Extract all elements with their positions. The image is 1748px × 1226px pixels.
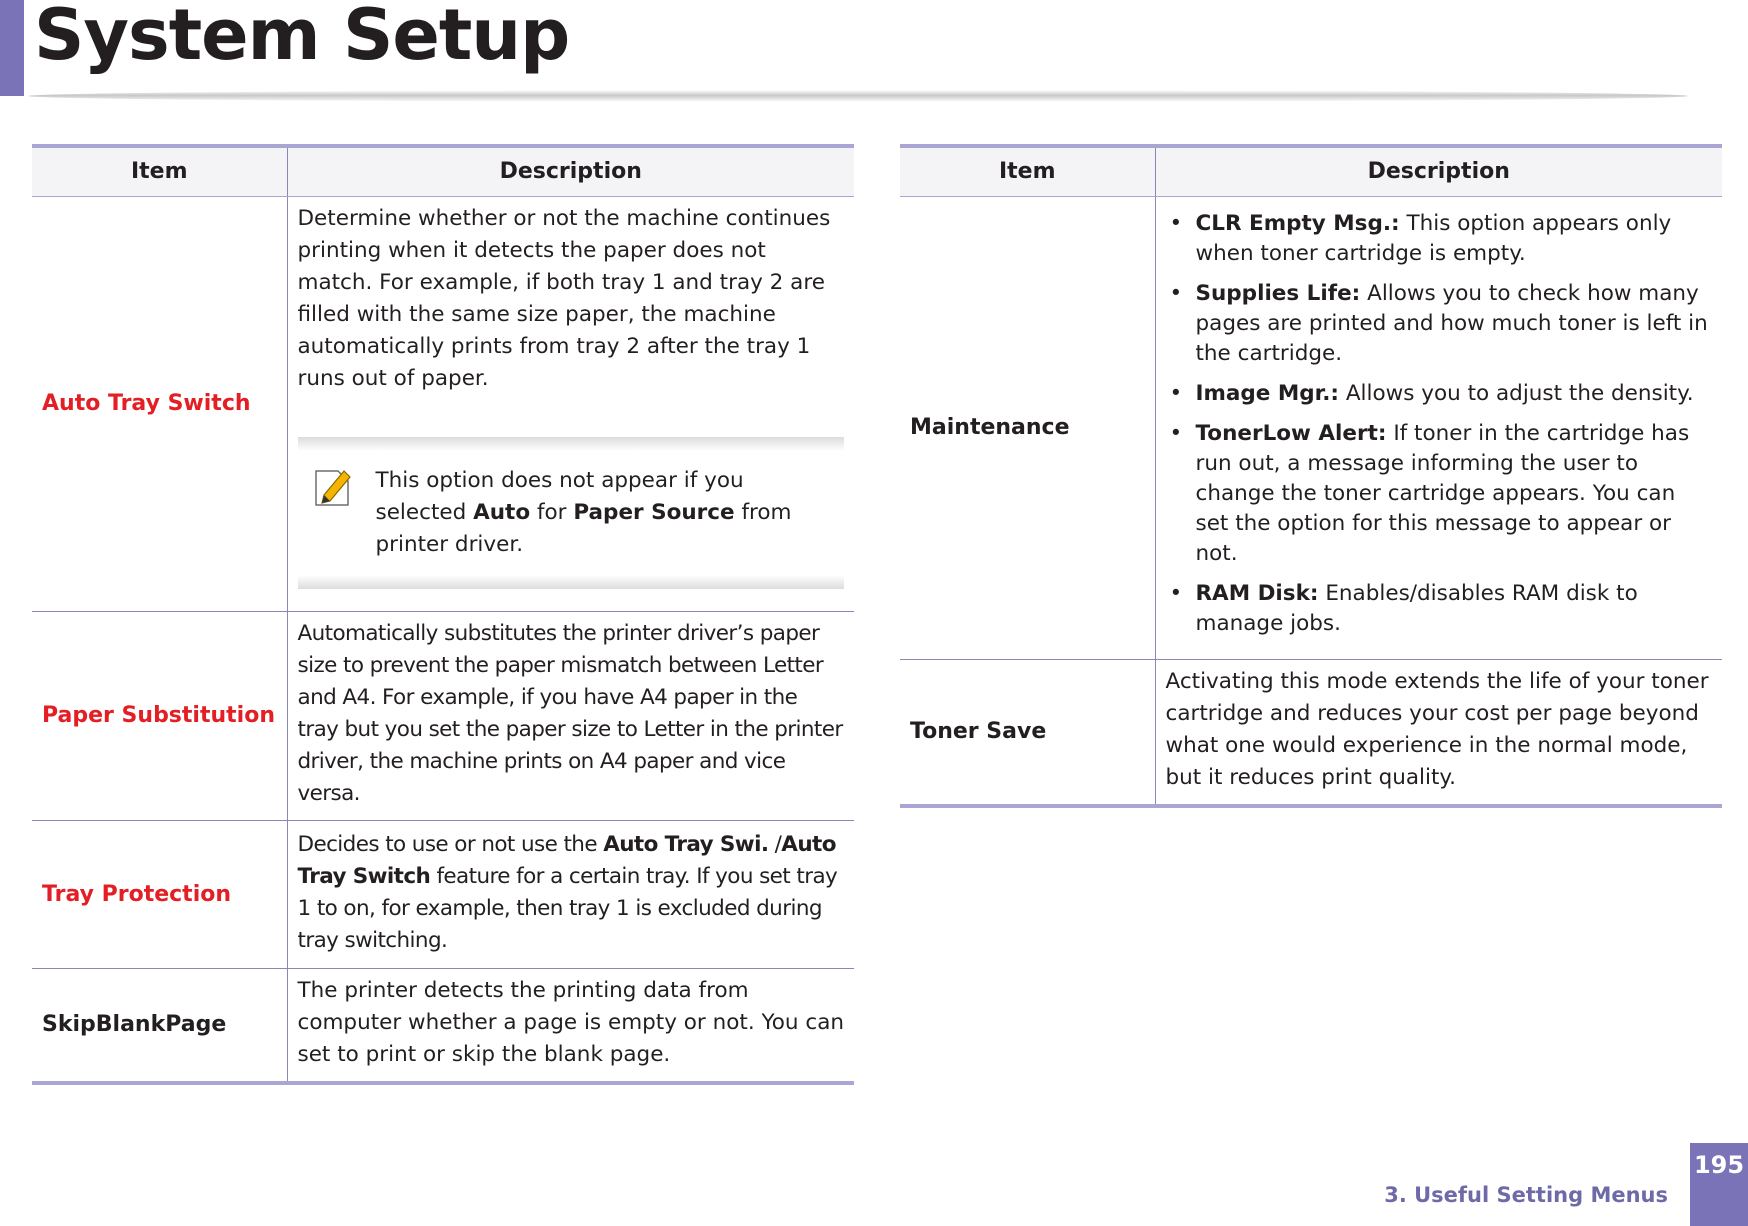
option-label: TonerLow Alert: (1195, 421, 1387, 446)
option-label: CLR Empty Msg.: (1195, 211, 1400, 236)
table-row (32, 612, 854, 821)
option-label: Supplies Life: (1195, 281, 1361, 306)
bold-auto-tray-swi: Auto Tray Swi. (603, 831, 769, 857)
page-title: System Setup (34, 0, 570, 76)
description-cell (1155, 660, 1722, 807)
page-number-badge: 195 (1690, 1143, 1748, 1226)
description-text: Activating this mode extends the life of your toner cartridge and reduces your cost per page beyond what one would experience in the normal mode, but it reduces print quality. (1165, 669, 1709, 790)
list-item (1166, 419, 1713, 569)
option-label: Image Mgr.: (1195, 381, 1339, 406)
column-header-description: Description (1155, 146, 1722, 197)
description-text-end: feature for a certain tray. If you set tray 1 to on, for example, then tray 1 is excluded during tray switching. (297, 863, 838, 953)
note-bold-auto: Auto (473, 500, 531, 525)
item-skip-blank-page: SkipBlankPage (32, 969, 287, 1084)
table-row (900, 197, 1722, 660)
list-item (1166, 579, 1713, 639)
description-text: Determine whether or not the machine continues printing when it detects the paper does not match. For example, if both tray 1 and tray 2 are filled with the same size paper, the machine automatically prints from tray 2 after the tray 1 runs out of paper. (297, 206, 831, 391)
maintenance-options-list (1166, 203, 1713, 639)
description-text: The printer detects the printing data from computer whether a page is empty or not. You can set to print or skip the blank page. (297, 978, 844, 1067)
description-text (298, 829, 845, 957)
description-cell (287, 969, 854, 1084)
pencil-note-icon (312, 465, 356, 509)
item-tray-protection: Tray Protection (32, 821, 287, 969)
option-text: Enables/disables RAM disk to manage jobs. (1195, 581, 1638, 636)
description-cell (287, 197, 854, 612)
item-maintenance: Maintenance (900, 197, 1155, 660)
item-paper-substitution: Paper Substitution (32, 612, 287, 821)
description-text-start: Decides to use or not use the (297, 831, 597, 857)
option-text: This option appears only when toner cartridge is empty. (1195, 211, 1672, 266)
option-text: If toner in the cartridge has run out, a message informing the user to change the toner cartridge appears. You can set the option for this message to appear or not. (1195, 421, 1690, 566)
note-bold-paper-source: Paper Source (573, 500, 735, 525)
title-accent-bar (0, 0, 24, 96)
option-text: Allows you to adjust the density. (1345, 381, 1694, 406)
description-cell (1155, 197, 1722, 660)
description-cell (287, 612, 854, 821)
description-cell (287, 821, 854, 969)
note-text-for: for (536, 500, 567, 525)
table-row (32, 197, 854, 612)
left-settings-table (32, 144, 854, 1085)
list-item (1166, 279, 1713, 369)
note-box (298, 437, 845, 589)
item-auto-tray-switch: Auto Tray Switch (32, 197, 287, 612)
footer-section-title: 3. Useful Setting Menus (1384, 1183, 1668, 1207)
table-row (32, 821, 854, 969)
column-header-item: Item (900, 146, 1155, 197)
description-text: Automatically substitutes the printer driver’s paper size to prevent the paper mismatch between Letter and A4. For example, if you have A4 paper in the tray but you set the paper size to Letter in the printer driver, the machine prints on A4 paper and vice versa. (297, 621, 843, 806)
option-text: Allows you to check how many pages are printed and how much toner is left in the cartridge. (1195, 281, 1708, 366)
table-header-row (900, 146, 1722, 197)
list-item (1166, 209, 1713, 269)
right-settings-table (900, 144, 1722, 808)
column-header-item: Item (32, 146, 287, 197)
bold-auto-tray-switch: Auto Tray Switch (297, 831, 836, 889)
note-text-end: from printer driver. (375, 500, 792, 557)
list-item (1166, 379, 1713, 409)
note-text: This option does not appear if you selected (375, 468, 744, 525)
table-header-row (32, 146, 854, 197)
column-header-description: Description (287, 146, 854, 197)
slash-separator: / (774, 831, 782, 857)
option-label: RAM Disk: (1195, 581, 1319, 606)
item-toner-save: Toner Save (900, 660, 1155, 807)
table-row (900, 660, 1722, 807)
table-row (32, 969, 854, 1084)
title-divider (28, 90, 1688, 102)
